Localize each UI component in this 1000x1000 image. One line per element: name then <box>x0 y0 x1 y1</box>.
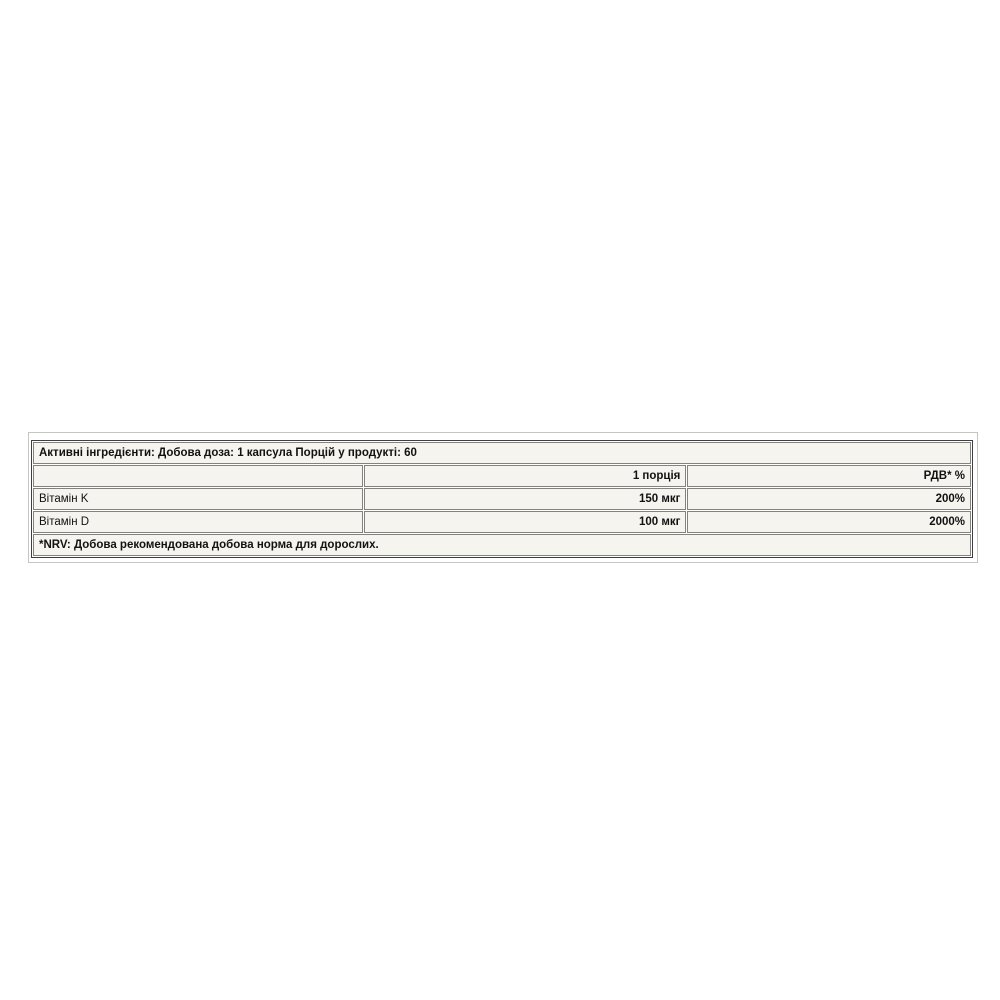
ingredient-name: Вітамін K <box>33 488 363 510</box>
ingredient-rdv: 200% <box>687 488 971 510</box>
column-header-row <box>33 465 971 487</box>
table-row <box>33 511 971 533</box>
ingredient-name: Вітамін D <box>33 511 363 533</box>
supplement-facts-panel <box>28 432 978 563</box>
column-header-per-serving: 1 порція <box>364 465 686 487</box>
table-row <box>33 488 971 510</box>
column-header-ingredient <box>33 465 363 487</box>
supplement-facts-table <box>31 440 973 558</box>
ingredient-rdv: 2000% <box>687 511 971 533</box>
table-header-row <box>33 442 971 464</box>
footnote-row <box>33 534 971 556</box>
ingredient-amount: 100 мкг <box>364 511 686 533</box>
column-header-rdv: РДВ* % <box>687 465 971 487</box>
table-title: Активні інгредієнти: Добова доза: 1 капсула Порцій у продукті: 60 <box>33 442 971 464</box>
table-footnote: *NRV: Добова рекомендована добова норма для дорослих. <box>33 534 971 556</box>
ingredient-amount: 150 мкг <box>364 488 686 510</box>
